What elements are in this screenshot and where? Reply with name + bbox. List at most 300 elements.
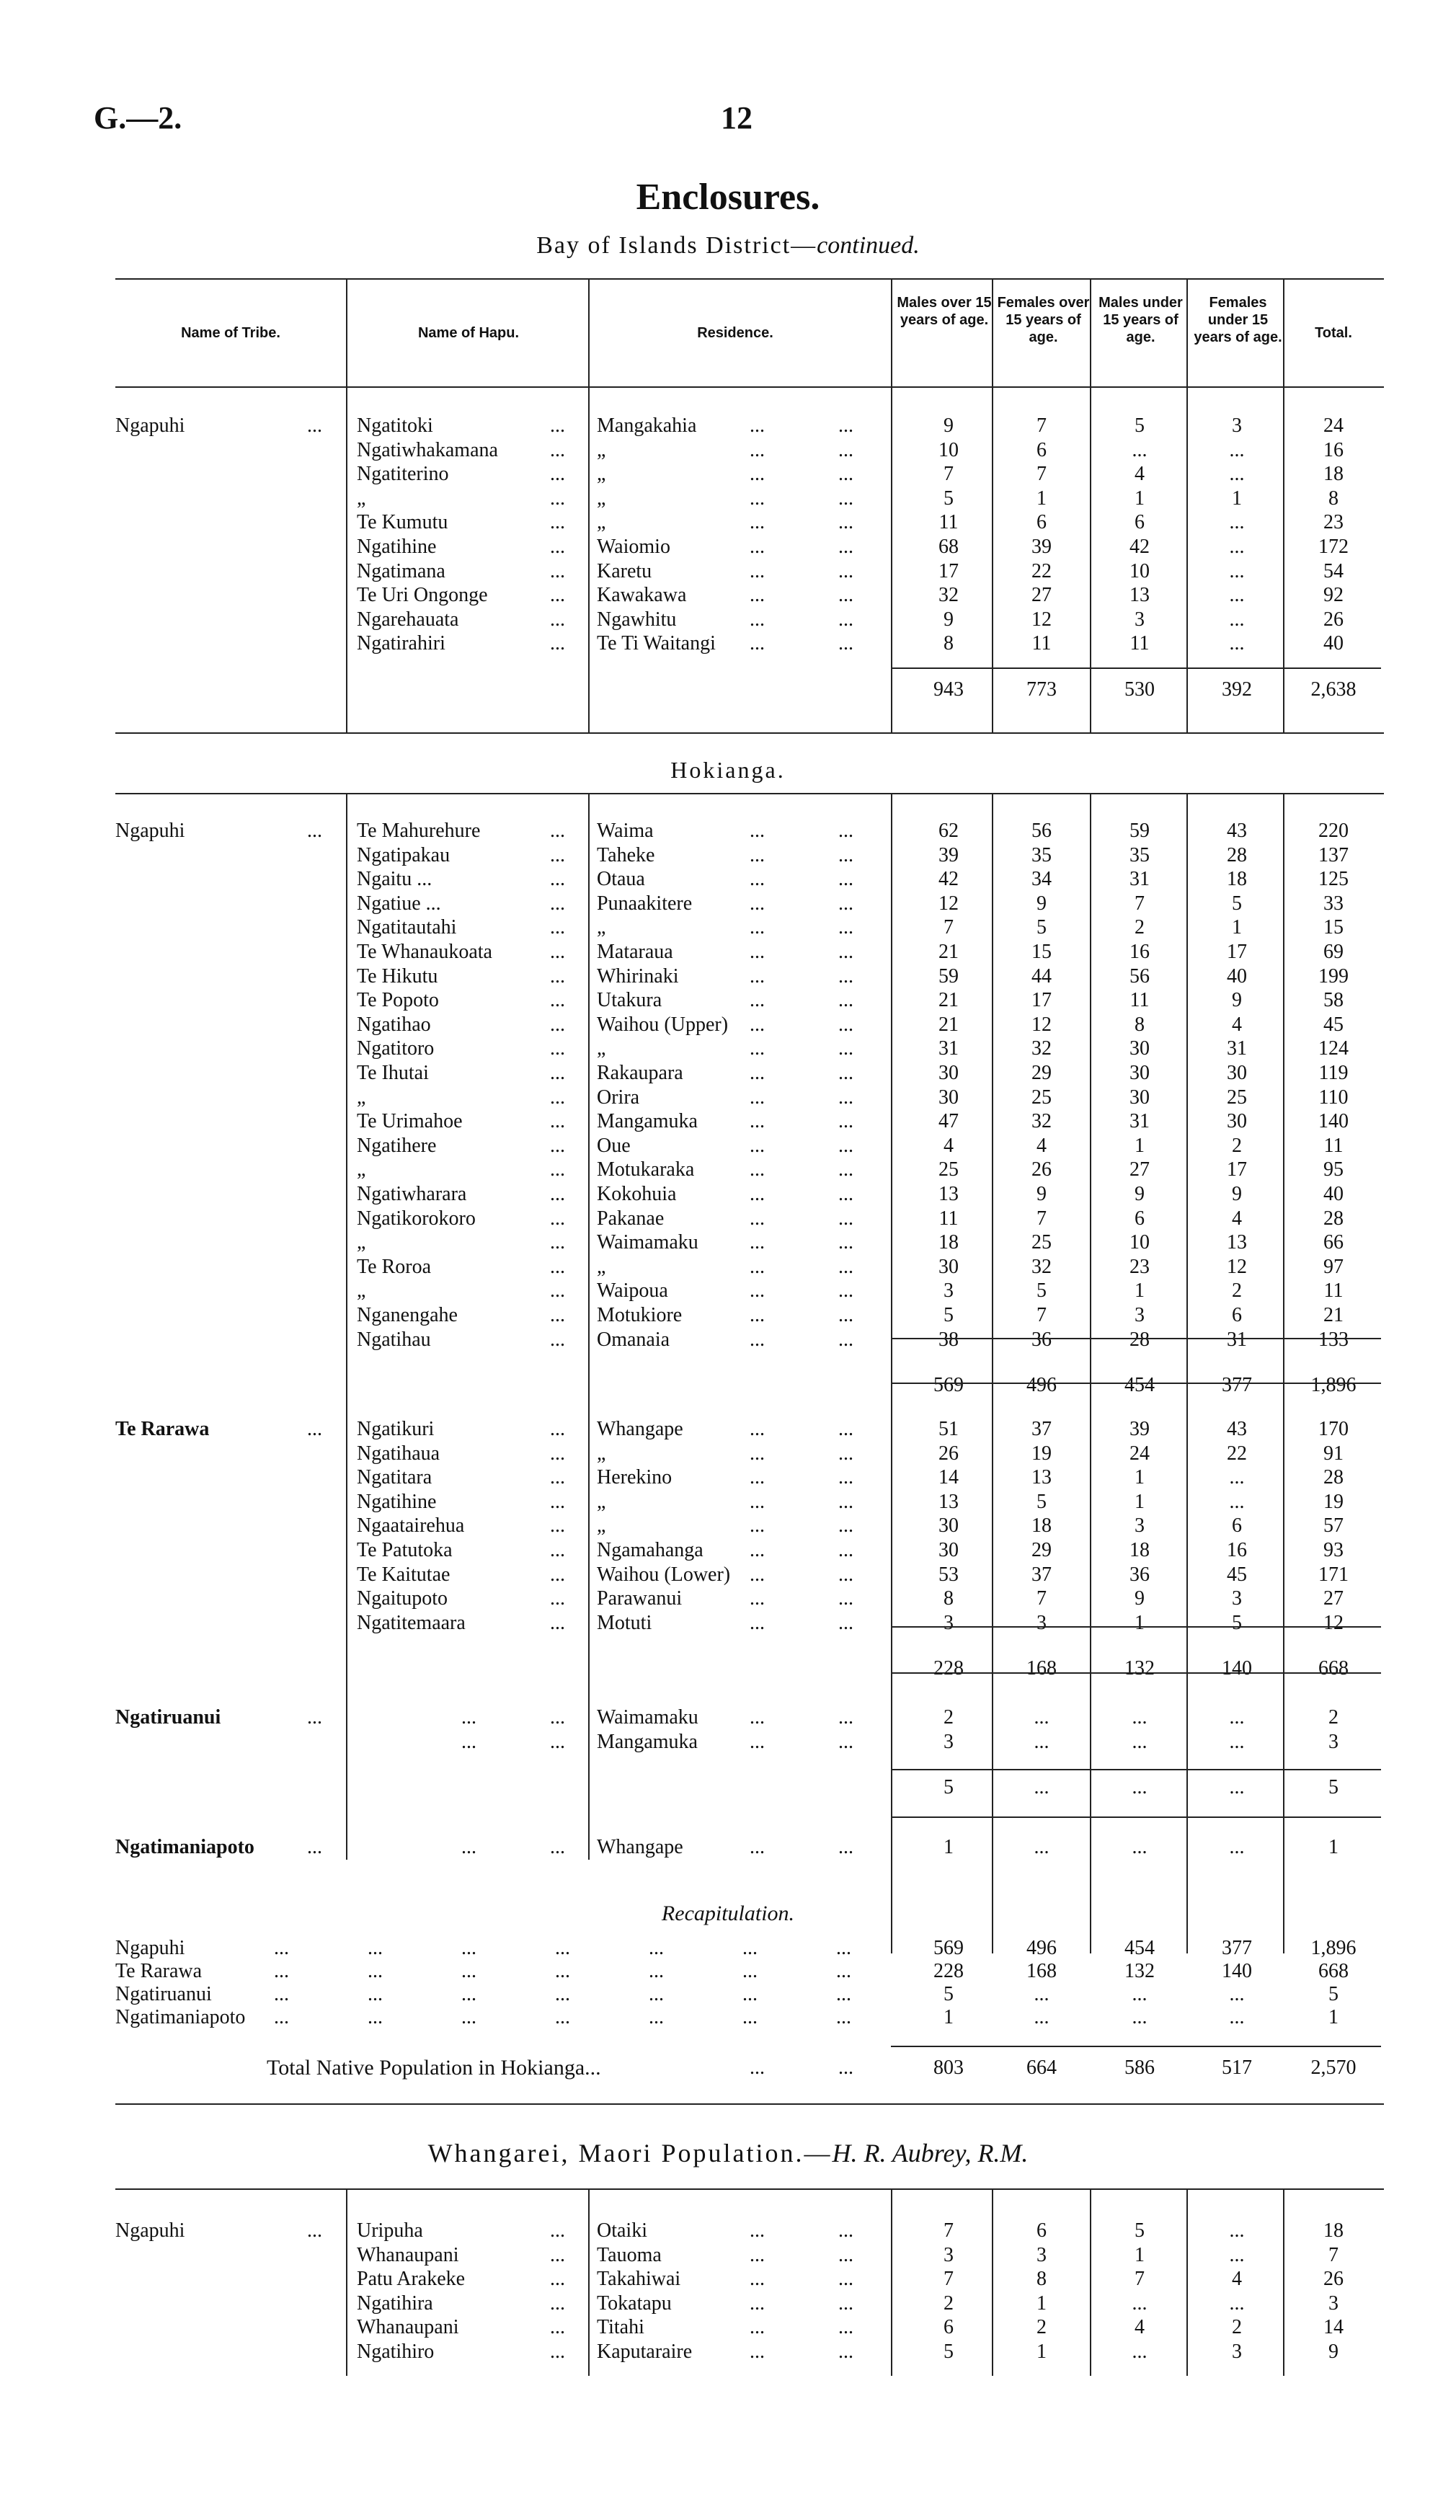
males-over-cell: 943 <box>933 678 964 701</box>
column-header-residence: Residence. <box>697 325 773 341</box>
leader-dots: ... <box>838 1037 853 1060</box>
leader-dots: ... <box>550 1730 565 1753</box>
males-under-cell: 586 <box>1124 2057 1155 2079</box>
males-over-cell: 3 <box>944 1730 954 1753</box>
total-cell: 199 <box>1318 964 1349 988</box>
column-header-total: Total. <box>1315 325 1352 341</box>
females-under-cell: ... <box>1229 1836 1245 1858</box>
females-over-cell: 44 <box>1031 964 1052 988</box>
males-under-cell: 31 <box>1129 868 1150 891</box>
females-over-cell: ... <box>1034 1730 1049 1753</box>
leader-dots: ... <box>550 2341 565 2363</box>
residence-name: „ <box>597 1442 606 1465</box>
total-cell: 23 <box>1323 511 1344 534</box>
females-under-cell: 2 <box>1232 2316 1242 2339</box>
residence-name: Kawakawa <box>597 584 687 607</box>
total-cell: 5 <box>1328 1983 1339 2005</box>
leader-dots: ... <box>838 2219 853 2242</box>
females-over-cell: ... <box>1034 1836 1049 1858</box>
leader-dots: ... <box>750 2291 765 2315</box>
leader-dots: ... <box>550 1466 565 1489</box>
recap-tribe-name: Ngapuhi <box>115 1937 185 1959</box>
males-over-cell: 38 <box>938 1328 959 1351</box>
males-over-cell: 10 <box>938 438 959 461</box>
table-row <box>0 1207 1456 1230</box>
females-under-cell: 31 <box>1227 1328 1247 1351</box>
females-under-cell: ... <box>1229 536 1245 558</box>
total-cell: 2 <box>1328 1706 1339 1729</box>
hapu-name: Ngatipakau <box>357 843 450 866</box>
subtotal-row <box>0 678 1456 701</box>
leader-dots: ... <box>550 2243 565 2266</box>
males-under-cell: 59 <box>1129 820 1150 842</box>
females-over-cell: 37 <box>1031 1418 1052 1440</box>
total-cell: 171 <box>1318 1563 1349 1586</box>
leader-dots: ... <box>750 1587 765 1610</box>
females-under-cell: 4 <box>1232 1013 1242 1036</box>
hapu-name: Ngaitu ... <box>357 868 432 891</box>
leader-dots: ... <box>750 438 765 461</box>
subtotal-rule <box>891 1769 1381 1770</box>
leader-dots: ... <box>838 868 853 891</box>
females-over-cell: 5 <box>1036 1279 1047 1303</box>
subtitle-main: Bay of Islands District— <box>536 232 817 259</box>
table-top-rule <box>115 278 1384 280</box>
females-over-cell: 32 <box>1031 1037 1052 1060</box>
males-under-cell: 7 <box>1135 2268 1145 2291</box>
leader-dots: ... <box>838 463 853 486</box>
leader-dots: ... <box>838 1255 853 1278</box>
total-cell: 8 <box>1328 487 1339 510</box>
males-under-cell: 8 <box>1135 1013 1145 1036</box>
total-cell: 54 <box>1323 559 1344 582</box>
total-cell: 7 <box>1328 2243 1339 2266</box>
leader-dots: ... <box>838 1328 853 1351</box>
table-row <box>0 631 1456 655</box>
males-over-cell: 21 <box>938 1013 959 1036</box>
leader-dots: ... <box>838 820 853 842</box>
males-under-cell: 2 <box>1135 916 1145 939</box>
males-under-cell: 4 <box>1135 463 1145 486</box>
leader-dots: ... <box>838 438 853 461</box>
total-cell: 15 <box>1323 916 1344 939</box>
hapu-name: Uripuha <box>357 2219 423 2242</box>
recap-tribe-name: Te Rarawa <box>115 1960 203 1982</box>
leader-dots: ... <box>838 1086 853 1109</box>
total-cell: 57 <box>1323 1514 1344 1538</box>
leader-dots: ... <box>838 414 853 437</box>
males-under-cell: 56 <box>1129 964 1150 988</box>
leader-dots: ... <box>274 1960 289 1982</box>
females-under-cell: 392 <box>1222 678 1252 701</box>
residence-name: Mangamuka <box>597 1730 698 1753</box>
recap-tribe-name: Ngatiruanui <box>115 1983 212 2005</box>
total-cell: 45 <box>1323 1013 1344 1036</box>
leader-dots: ... <box>838 608 853 631</box>
hapu-name: ... <box>461 1836 476 1858</box>
females-under-cell: ... <box>1229 1730 1245 1753</box>
males-under-cell: 35 <box>1129 843 1150 866</box>
leader-dots: ... <box>550 1328 565 1351</box>
table-row <box>0 2340 1456 2364</box>
leader-dots: ... <box>550 1062 565 1084</box>
females-under-cell: 1 <box>1232 916 1242 939</box>
females-over-cell: 19 <box>1031 1442 1052 1465</box>
females-under-cell: 17 <box>1227 1158 1247 1181</box>
hapu-name: Ngatihiro <box>357 2341 435 2363</box>
males-over-cell: 51 <box>938 1418 959 1440</box>
hapu-name: Te Mahurehure <box>357 820 481 842</box>
females-under-cell: 5 <box>1232 1611 1242 1634</box>
table-row <box>0 2219 1456 2242</box>
table-row <box>0 1158 1456 1181</box>
females-over-cell: 7 <box>1036 463 1047 486</box>
males-over-cell: 39 <box>938 843 959 866</box>
leader-dots: ... <box>838 1183 853 1205</box>
residence-name: „ <box>597 511 606 534</box>
females-under-cell: 31 <box>1227 1037 1247 1060</box>
leader-dots: ... <box>750 1328 765 1351</box>
hapu-name: Te Roroa <box>357 1255 432 1278</box>
females-under-cell: ... <box>1229 2291 1245 2315</box>
males-under-cell: 5 <box>1135 2219 1145 2242</box>
leader-dots: ... <box>649 1983 664 2005</box>
residence-name: Utakura <box>597 989 662 1012</box>
leader-dots: ... <box>550 1013 565 1036</box>
total-cell: 69 <box>1323 941 1344 963</box>
leader-dots: ... <box>750 1490 765 1513</box>
residence-name: Pakanae <box>597 1207 665 1230</box>
leader-dots: ... <box>550 2316 565 2339</box>
leader-dots: ... <box>307 2219 322 2242</box>
females-over-cell: 773 <box>1026 678 1057 701</box>
subtotal-rule <box>891 667 1381 669</box>
males-under-cell: 42 <box>1129 536 1150 558</box>
females-over-cell: 496 <box>1026 1374 1057 1397</box>
leader-dots: ... <box>550 1110 565 1133</box>
recap-row <box>0 1936 1456 1960</box>
males-over-cell: 30 <box>938 1255 959 1278</box>
residence-name: Rakaupara <box>597 1062 683 1084</box>
males-over-cell: 26 <box>938 1442 959 1465</box>
leader-dots: ... <box>550 2268 565 2291</box>
males-over-cell: 5 <box>944 1304 954 1326</box>
page-title: Enclosures. <box>636 177 820 218</box>
leader-dots: ... <box>274 1983 289 2005</box>
females-over-cell: ... <box>1034 1983 1049 2005</box>
residence-name: Waihou (Upper) <box>597 1013 729 1036</box>
males-over-cell: 62 <box>938 820 959 842</box>
residence-name: Kaputaraire <box>597 2341 693 2363</box>
total-cell: 133 <box>1318 1328 1349 1351</box>
females-under-cell: 517 <box>1222 2057 1252 2079</box>
table-row <box>0 964 1456 988</box>
total-cell: 19 <box>1323 1490 1344 1513</box>
males-over-cell: 6 <box>944 2316 954 2339</box>
females-under-cell: 377 <box>1222 1374 1252 1397</box>
hapu-name: Te Kumutu <box>357 511 448 534</box>
males-over-cell: 53 <box>938 1563 959 1586</box>
total-cell: 1,896 <box>1310 1374 1357 1397</box>
subtotal-row <box>0 1656 1456 1680</box>
residence-name: Waiomio <box>597 536 670 558</box>
leader-dots: ... <box>750 1037 765 1060</box>
males-under-cell: ... <box>1132 2006 1148 2028</box>
leader-dots: ... <box>550 414 565 437</box>
leader-dots: ... <box>750 2316 765 2339</box>
males-under-cell: 1 <box>1135 1466 1145 1489</box>
table-row <box>0 2315 1456 2339</box>
leader-dots: ... <box>550 1134 565 1157</box>
males-under-cell: 30 <box>1129 1086 1150 1109</box>
total-cell: 11 <box>1323 1279 1344 1303</box>
leader-dots: ... <box>838 1466 853 1489</box>
leader-dots: ... <box>750 1304 765 1326</box>
table-row <box>0 1587 1456 1610</box>
residence-name: Whangape <box>597 1418 683 1440</box>
table-row <box>0 608 1456 631</box>
males-over-cell: 5 <box>944 1983 954 2005</box>
females-over-cell: 9 <box>1036 1183 1047 1205</box>
hapu-name: Ngatihira <box>357 2291 433 2315</box>
residence-name: Motukaraka <box>597 1158 695 1181</box>
females-over-cell: 39 <box>1031 536 1052 558</box>
leader-dots: ... <box>838 1442 853 1465</box>
leader-dots: ... <box>750 964 765 988</box>
leader-dots: ... <box>750 1086 765 1109</box>
residence-name: Otaiki <box>597 2219 647 2242</box>
males-under-cell: 454 <box>1124 1937 1155 1959</box>
leader-dots: ... <box>750 989 765 1012</box>
hapu-name: „ <box>357 1158 366 1181</box>
males-under-cell: 6 <box>1135 511 1145 534</box>
leader-dots: ... <box>836 2006 851 2028</box>
leader-dots: ... <box>838 511 853 534</box>
hapu-name: Nganengahe <box>357 1304 458 1326</box>
hapu-name: Ngatiwharara <box>357 1183 467 1205</box>
leader-dots: ... <box>550 1442 565 1465</box>
leader-dots: ... <box>550 820 565 842</box>
total-cell: 97 <box>1323 1255 1344 1278</box>
leader-dots: ... <box>550 1207 565 1230</box>
leader-dots: ... <box>649 1960 664 1982</box>
leader-dots: ... <box>750 1231 765 1254</box>
leader-dots: ... <box>750 463 765 486</box>
females-under-cell: ... <box>1229 2243 1245 2266</box>
females-under-cell: 4 <box>1232 1207 1242 1230</box>
table-row <box>0 1417 1456 1441</box>
hapu-name: Ngatihine <box>357 536 437 558</box>
residence-name: Ngamahanga <box>597 1539 703 1561</box>
females-over-cell: 15 <box>1031 941 1052 963</box>
females-over-cell: 25 <box>1031 1086 1052 1109</box>
hapu-name: ... <box>461 1706 476 1729</box>
leader-dots: ... <box>750 1706 765 1729</box>
females-under-cell: ... <box>1229 2219 1245 2242</box>
leader-dots: ... <box>838 1706 853 1729</box>
leader-dots: ... <box>750 1062 765 1084</box>
males-over-cell: 569 <box>933 1937 964 1959</box>
leader-dots: ... <box>838 989 853 1012</box>
table-row <box>0 438 1456 462</box>
hapu-name: Ngatihine <box>357 1490 437 1513</box>
leader-dots: ... <box>368 1960 383 1982</box>
leader-dots: ... <box>307 1706 322 1729</box>
females-over-cell: 13 <box>1031 1466 1052 1489</box>
females-under-cell: 28 <box>1227 843 1247 866</box>
total-cell: 668 <box>1318 1960 1349 1982</box>
leader-dots: ... <box>838 1514 853 1538</box>
males-over-cell: 31 <box>938 1037 959 1060</box>
leader-dots: ... <box>750 584 765 607</box>
table-row <box>0 1279 1456 1303</box>
leader-dots: ... <box>550 1158 565 1181</box>
residence-name: Oue <box>597 1134 631 1157</box>
females-under-cell: ... <box>1229 463 1245 486</box>
table-row <box>0 940 1456 964</box>
females-under-cell: 9 <box>1232 1183 1242 1205</box>
females-over-cell: 6 <box>1036 2219 1047 2242</box>
total-cell: 18 <box>1323 463 1344 486</box>
column-header-females-over: Females over 15 years of age. <box>997 295 1090 345</box>
residence-name: Punaakitere <box>597 892 693 915</box>
hapu-name: Ngatimana <box>357 559 445 582</box>
males-under-cell: 30 <box>1129 1062 1150 1084</box>
leader-dots: ... <box>838 2268 853 2291</box>
residence-name: „ <box>597 916 606 939</box>
leader-dots: ... <box>750 1134 765 1157</box>
hapu-name: Te Ihutai <box>357 1062 429 1084</box>
table-row <box>0 1563 1456 1587</box>
leader-dots: ... <box>550 536 565 558</box>
leader-dots: ... <box>750 1611 765 1634</box>
leader-dots: ... <box>550 1706 565 1729</box>
total-cell: 5 <box>1328 1776 1339 1799</box>
table-row <box>0 843 1456 867</box>
leader-dots: ... <box>750 843 765 866</box>
females-over-cell: ... <box>1034 1776 1049 1799</box>
table-row <box>0 583 1456 607</box>
leader-dots: ... <box>838 1418 853 1440</box>
females-over-cell: 4 <box>1036 1134 1047 1157</box>
males-over-cell: 8 <box>944 632 954 655</box>
table-row <box>0 819 1456 843</box>
females-under-cell: 2 <box>1232 1134 1242 1157</box>
females-over-cell: 2 <box>1036 2316 1047 2339</box>
tribe-name: Ngapuhi <box>115 414 185 437</box>
females-under-cell: 3 <box>1232 1587 1242 1610</box>
males-under-cell: ... <box>1132 1776 1148 1799</box>
females-over-cell: 12 <box>1031 608 1052 631</box>
section-end-rule <box>115 732 1384 734</box>
total-cell: 9 <box>1328 2341 1339 2363</box>
males-over-cell: 47 <box>938 1110 959 1133</box>
leader-dots: ... <box>461 1983 476 2005</box>
column-header-tribe: Name of Tribe. <box>181 325 280 341</box>
table-row <box>0 1182 1456 1206</box>
leader-dots: ... <box>307 414 322 437</box>
total-cell: 140 <box>1318 1110 1349 1133</box>
females-under-cell: ... <box>1229 2006 1245 2028</box>
females-over-cell: 12 <box>1031 1013 1052 1036</box>
females-over-cell: ... <box>1034 2006 1049 2028</box>
leader-dots: ... <box>750 1418 765 1440</box>
leader-dots: ... <box>550 868 565 891</box>
residence-name: Waipoua <box>597 1279 668 1303</box>
table-row <box>0 1705 1456 1729</box>
table-row <box>0 2291 1456 2315</box>
leader-dots: ... <box>750 559 765 582</box>
males-over-cell: 5 <box>944 1776 954 1799</box>
leader-dots: ... <box>750 868 765 891</box>
leader-dots: ... <box>838 892 853 915</box>
subtitle-continued: continued. <box>817 232 920 259</box>
males-under-cell: ... <box>1132 1983 1148 2005</box>
males-over-cell: 3 <box>944 1611 954 1634</box>
males-over-cell: 2 <box>944 2291 954 2315</box>
females-over-cell: 5 <box>1036 916 1047 939</box>
males-over-cell: 21 <box>938 989 959 1012</box>
females-over-cell: 7 <box>1036 1304 1047 1326</box>
leader-dots: ... <box>550 989 565 1012</box>
females-under-cell: 140 <box>1222 1960 1252 1982</box>
residence-name: Otaua <box>597 868 645 891</box>
females-under-cell: ... <box>1229 438 1245 461</box>
females-under-cell: ... <box>1229 1490 1245 1513</box>
tribe-name: Ngatimaniapoto <box>115 1836 254 1858</box>
leader-dots: ... <box>550 2291 565 2315</box>
tribe-name: Ngapuhi <box>115 820 185 842</box>
leader-dots: ... <box>550 1037 565 1060</box>
table-row <box>0 1465 1456 1489</box>
leader-dots: ... <box>550 632 565 655</box>
leader-dots: ... <box>750 1539 765 1561</box>
residence-name: Waimamaku <box>597 1706 698 1729</box>
leader-dots: ... <box>550 1563 565 1586</box>
females-over-cell: 27 <box>1031 584 1052 607</box>
females-over-cell: 32 <box>1031 1110 1052 1133</box>
total-cell: 24 <box>1323 414 1344 437</box>
males-under-cell: 132 <box>1124 1960 1155 1982</box>
total-cell: 172 <box>1318 536 1349 558</box>
females-over-cell: 6 <box>1036 511 1047 534</box>
females-over-cell: 5 <box>1036 1490 1047 1513</box>
total-cell: 28 <box>1323 1466 1344 1489</box>
leader-dots: ... <box>750 536 765 558</box>
total-cell: 66 <box>1323 1231 1344 1254</box>
hapu-name: Ngarehauata <box>357 608 459 631</box>
leader-dots: ... <box>838 916 853 939</box>
total-cell: 40 <box>1323 1183 1344 1205</box>
leader-dots: ... <box>274 1937 289 1959</box>
total-cell: 58 <box>1323 989 1344 1012</box>
table-row <box>0 559 1456 583</box>
hokianga-title: Hokianga. <box>670 757 786 783</box>
females-under-cell: 43 <box>1227 820 1247 842</box>
table-row <box>0 1109 1456 1133</box>
total-cell: 33 <box>1323 892 1344 915</box>
leader-dots: ... <box>838 1490 853 1513</box>
leader-dots: ... <box>368 2006 383 2028</box>
table-row <box>0 1303 1456 1327</box>
females-over-cell: 11 <box>1031 632 1052 655</box>
document-reference: G.—2. <box>94 100 182 136</box>
females-under-cell: 3 <box>1232 2341 1242 2363</box>
leader-dots: ... <box>550 1183 565 1205</box>
leader-dots: ... <box>742 1960 758 1982</box>
column-header-females-under: Females under 15 years of age. <box>1194 295 1282 345</box>
residence-name: Kokohuia <box>597 1183 677 1205</box>
